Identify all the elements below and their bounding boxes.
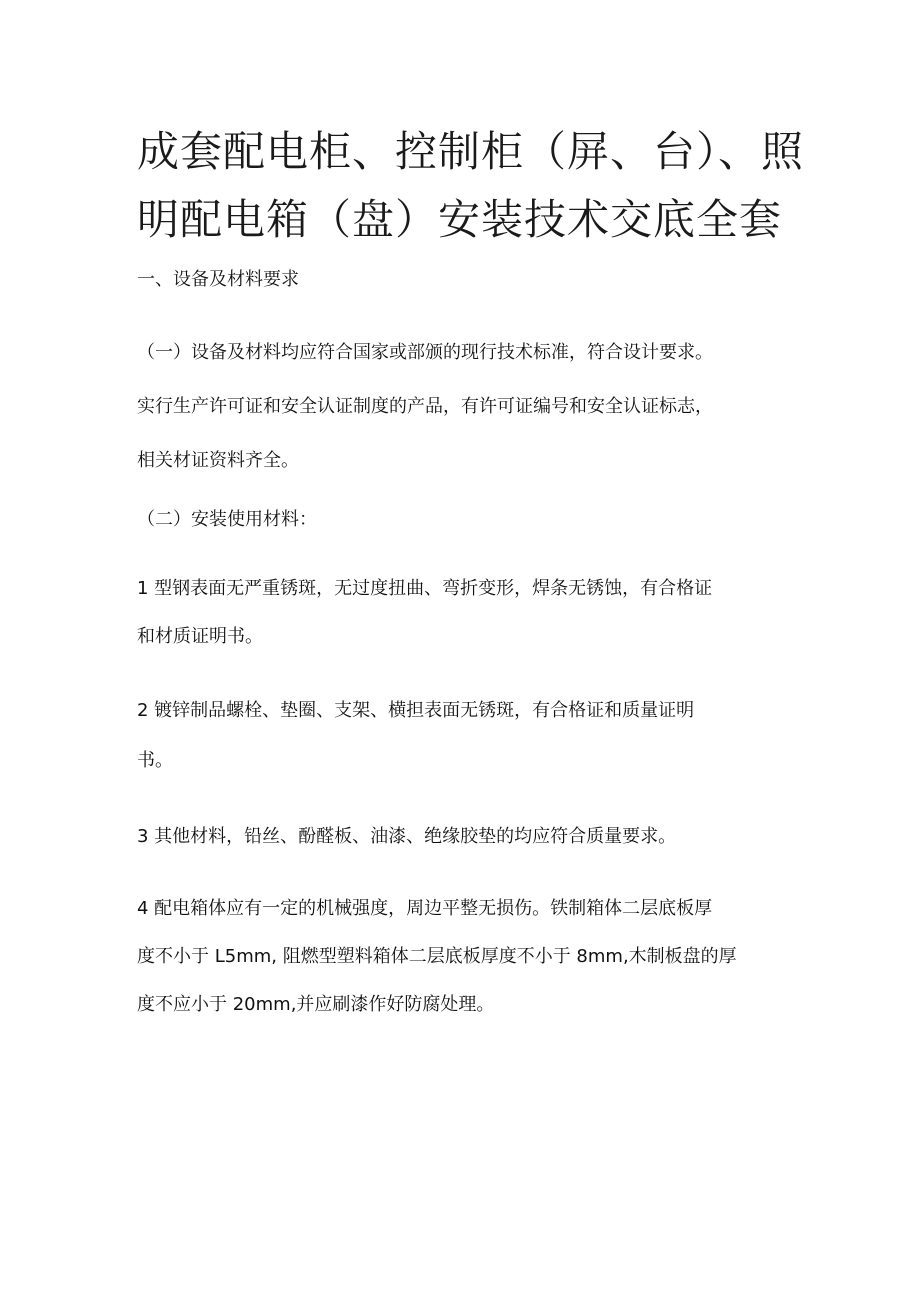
paragraph-item-3 xyxy=(137,823,797,851)
paragraph-item-1 xyxy=(137,575,797,671)
paragraph-general-requirements xyxy=(137,339,797,501)
paragraph-line: 4 配电箱体应有一定的机械强度，周边平整无损伤。铁制箱体二层底板厚 xyxy=(137,898,713,919)
paragraph-line: （二）安装使用材料： xyxy=(137,509,317,530)
paragraph-line: 1 型钢表面无严重锈斑，无过度扭曲、弯折变形，焊条无锈蚀，有合格证 xyxy=(137,578,713,599)
section-heading: 一、设备及材料要求 xyxy=(137,269,299,290)
paragraph-line: （一）设备及材料均应符合国家或部颁的现行技术标准，符合设计要求。 xyxy=(137,342,713,363)
paragraph-line: 度不应小于 20mm,并应刷漆作好防腐处理。 xyxy=(137,994,495,1015)
paragraph-line: 2 镀锌制品螺栓、垫圈、支架、横担表面无锈斑，有合格证和质量证明 xyxy=(137,700,695,721)
paragraph-line: 书。 xyxy=(137,750,173,771)
title-line-2: 明配电箱（盘）安装技术交底全套 xyxy=(137,195,783,244)
paragraph-line: 实行生产许可证和安全认证制度的产品，有许可证编号和安全认证标志， xyxy=(137,396,713,417)
paragraph-line: 和材质证明书。 xyxy=(137,626,263,647)
document-title xyxy=(137,118,817,254)
paragraph-line: 度不小于 L5mm, 阻燃型塑料箱体二层底板厚度不小于 8mm,木制板盘的厚 xyxy=(137,946,737,967)
paragraph-line: 相关材证资料齐全。 xyxy=(137,450,299,471)
title-line-1: 成套配电柜、控制柜（屏、台）、照 xyxy=(137,127,805,176)
paragraph-installation-materials xyxy=(137,506,797,534)
paragraph-item-4 xyxy=(137,895,797,1039)
paragraph-line: 3 其他材料，铅丝、酚醛板、油漆、绝缘胶垫的均应符合质量要求。 xyxy=(137,826,677,847)
paragraph-item-2 xyxy=(137,697,797,797)
